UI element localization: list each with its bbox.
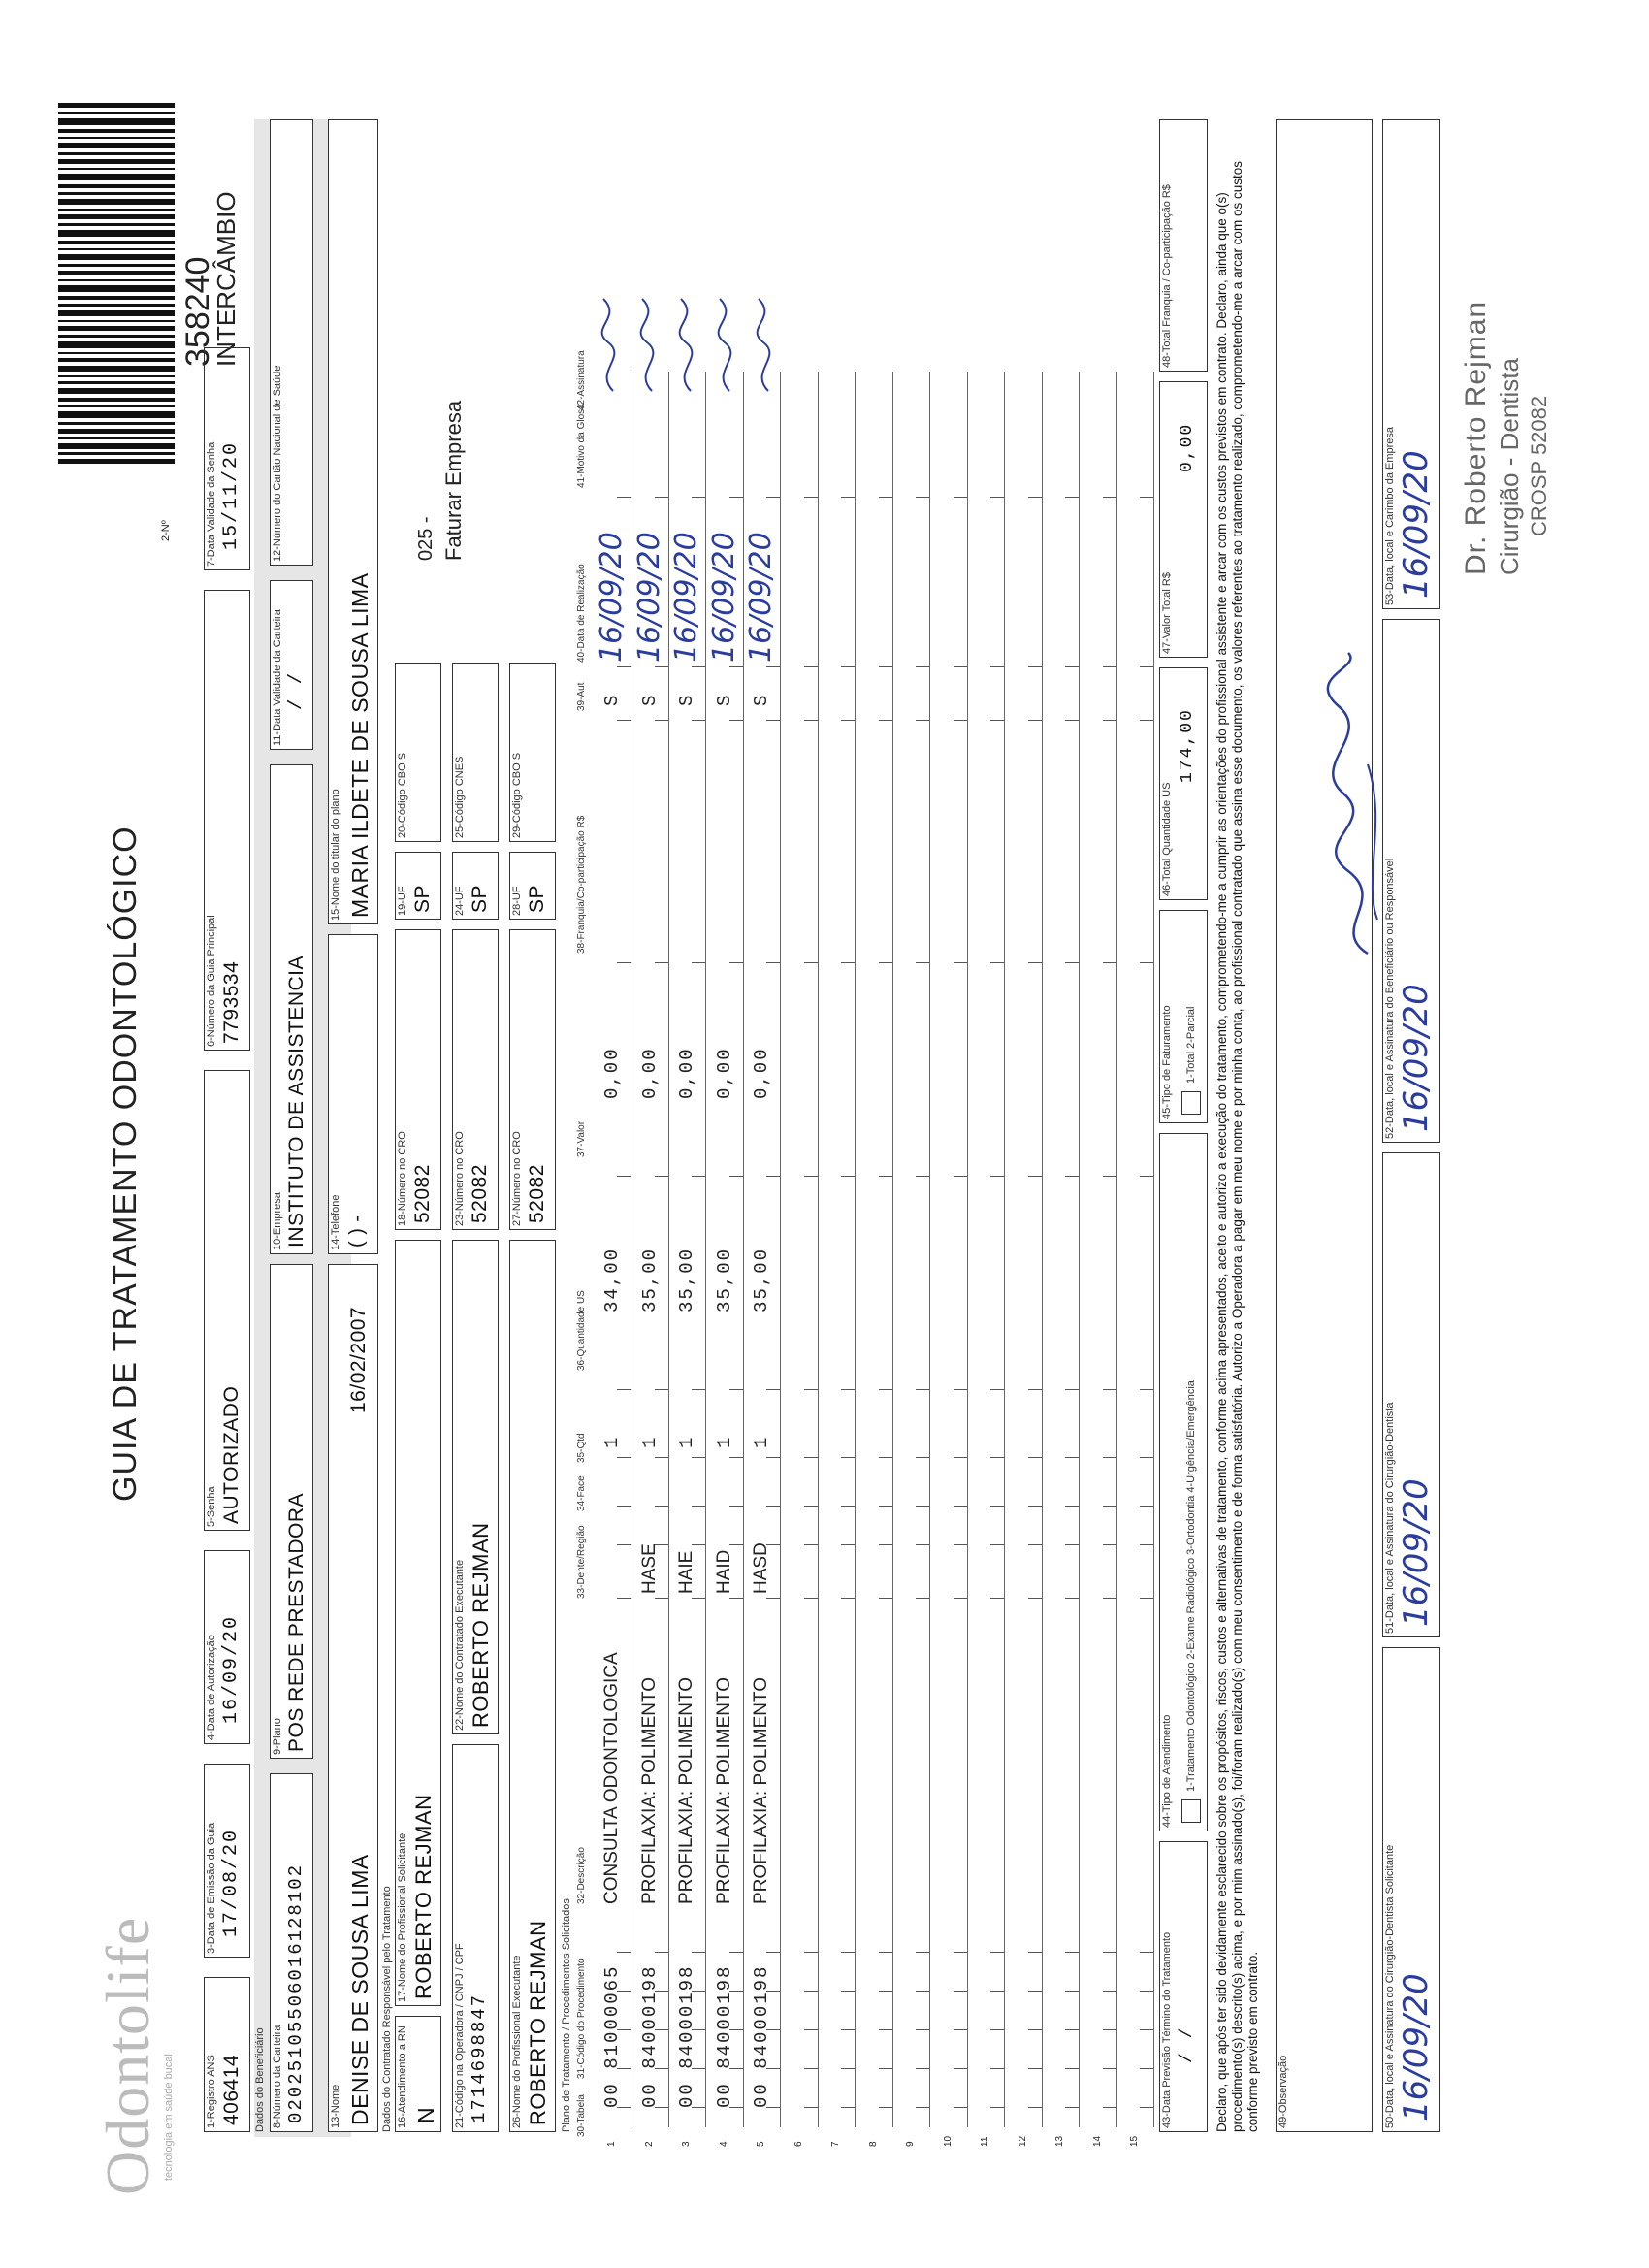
assin-beneficiario-box: 52-Data, local e Assinatura do Beneficiário ou Responsável 16/09/20: [1382, 619, 1440, 1143]
codigo-operadora-box: 21-Código na Operadora / CNPJ / CPF 1714698847: [452, 1744, 499, 2132]
quantity-us: 35,00: [676, 1247, 697, 1312]
guia-numero: 358240: [179, 256, 216, 367]
quantity: 1: [751, 1435, 772, 1448]
uf-executante-box: 24-UF SP: [452, 852, 499, 920]
procedure-code: 00 84000198: [638, 1964, 661, 2108]
beneficiario-signature-icon: [1319, 648, 1397, 958]
table-row: [930, 372, 968, 2147]
procedure-code: 00 81000065: [601, 1964, 623, 2108]
prof-solicitante-box: 17-Nome do Profissional Solicitante ROBERTO REJMAN: [395, 1240, 441, 2006]
page-title: GUIA DE TRATAMENTO ODONTOLÓGICO: [107, 826, 144, 1502]
row-number: 2: [643, 2141, 655, 2147]
prof-executante-box: 26-Nome do Profissional Executante ROBERTO REJMAN: [509, 1240, 556, 2132]
tooth-region: HASE: [638, 1543, 660, 1594]
logo: Odontolife: [93, 1916, 162, 2195]
total-franquia-box: 48-Total Franquia / Co-participação R$: [1159, 119, 1208, 372]
tooth-region: HAIE: [676, 1550, 696, 1594]
table-row: [892, 372, 930, 2147]
value: 0,00: [751, 1047, 772, 1099]
row-number: 6: [792, 2141, 804, 2147]
uf-prof-exec-box: 28-UF SP: [509, 852, 556, 920]
valor-total-box: 47-Valor Total R$ 0,00: [1159, 381, 1208, 658]
table-row: [781, 372, 819, 2147]
authorized: S: [676, 693, 697, 706]
validade-senha-box: 7-Data Validade da Senha 15/11/20: [204, 347, 250, 570]
cro-prof-exec-box: 27-Número no CRO 52082: [509, 929, 556, 1230]
tooth-region: HASD: [751, 1542, 771, 1594]
plano-tratamento-title: Plano de Tratamento / Procedimentos Solicitados: [561, 1898, 572, 2132]
contratado-executante-box: 22-Nome do Contratado Executante ROBERTO REJMAN: [452, 1240, 499, 1734]
table-row: [1042, 372, 1080, 2147]
atendimento-rn-box: 16-Atendimento a RN N: [395, 2016, 441, 2132]
row-number: 13: [1054, 2135, 1065, 2147]
row-number: 11: [980, 2136, 990, 2147]
authorized: S: [638, 693, 661, 706]
table-row: [1116, 372, 1154, 2147]
nome-box: 13-Nome DENISE DE SOUSA LIMA 16/02/2007: [328, 1264, 378, 2132]
realization-date: 16/09/20: [744, 532, 778, 663]
realization-date: 16/09/20: [595, 532, 629, 663]
validade-carteira-box: 11-Data Validade da Carteira / /: [270, 580, 313, 750]
tooth-region: HAID: [713, 1549, 734, 1594]
value: 0,00: [713, 1047, 735, 1099]
assin-dentista-box: 51-Data, local e Assinatura do Cirurgião-Dentista 16/09/20: [1382, 1152, 1440, 1637]
authorized: S: [713, 693, 735, 706]
cro-solicitante-box: 18-Número no CRO 52082: [395, 929, 441, 1230]
value: 0,00: [638, 1047, 661, 1099]
plano-box: 9-Plano POS REDE PRESTADORA: [270, 1264, 313, 1759]
table-row: [967, 372, 1005, 2147]
row-number: 14: [1091, 2135, 1103, 2147]
logo-tagline: tecnologia em saúde bucal: [163, 2054, 175, 2181]
table-row: [631, 372, 669, 2147]
numero-carteira-box: 8-Número da Carteira 02025105506016128102: [270, 1773, 313, 2132]
realization-date: 16/09/20: [706, 532, 741, 663]
barcode: [58, 95, 175, 464]
authorized: S: [601, 693, 623, 706]
data-nascimento: 16/02/2007: [347, 1306, 370, 1413]
cnes-box: 25-Código CNES: [452, 663, 499, 842]
value: 0,00: [601, 1047, 623, 1099]
dados-beneficiario-title: Dados do Beneficiário: [254, 2027, 266, 2132]
table-row: [818, 372, 856, 2147]
quantity-us: 34,00: [601, 1247, 623, 1312]
cartao-nacional-box: 12-Número do Cartão Nacional de Saúde: [270, 119, 313, 566]
cbo-exec-box: 29-Código CBO S: [509, 663, 556, 842]
table-row: [668, 372, 706, 2147]
previsao-termino-box: 43-Data Previsão Término do Tratamento / /: [1159, 1841, 1208, 2132]
row-number: 4: [718, 2141, 729, 2147]
intercambio: INTERCÂMBIO: [211, 191, 241, 367]
value: 0,00: [676, 1047, 697, 1099]
faturar-codigo: 025 -: [415, 516, 436, 561]
procedure-description: PROFILAXIA: POLIMENTO: [638, 1676, 660, 1904]
data-emissao-box: 3-Data de Emissão da Guia 17/08/20: [204, 1764, 250, 1958]
quantity: 1: [638, 1435, 661, 1448]
tipo-atendimento-box: 44-Tipo de Atendimento 1-Tratamento Odontológico 2-Exame Radiológico 3-Ortodontia 4-Urgência/Emergência: [1159, 1133, 1208, 1831]
procedure-code: 00 84000198: [713, 1964, 735, 2108]
quantity: 1: [676, 1435, 697, 1448]
cbo-solicitante-box: 20-Código CBO S: [395, 663, 441, 842]
authorized: S: [751, 693, 772, 706]
table-row: [1080, 372, 1117, 2147]
empresa-box: 10-Empresa INSTITUTO DE ASSISTENCIA: [270, 764, 313, 1254]
row-number: 8: [867, 2141, 879, 2147]
realization-date: 16/09/20: [631, 532, 666, 663]
table-row: [706, 372, 744, 2147]
assinatura-linhas-icon: [594, 289, 788, 396]
titular-box: 15-Nome do titular do plano MARIA ILDETE DE SOUSA LIMA: [328, 119, 378, 924]
procedure-description: PROFILAXIA: POLIMENTO: [713, 1676, 734, 1904]
tipo-faturamento-box: 45-Tipo de Faturamento 1-Total 2-Parcial: [1159, 910, 1208, 1123]
carimbo: Dr. Roberto Rejman Cirurgião - Dentista CROSP 52082: [1460, 300, 1551, 575]
row-number: 15: [1129, 2135, 1140, 2147]
data-autorizacao-box: 4-Data de Autorização 16/09/20: [204, 1550, 250, 1744]
senha-box: 5-Senha AUTORIZADO: [204, 1070, 250, 1531]
procedure-code: 00 84000198: [676, 1964, 697, 2108]
quantity-us: 35,00: [638, 1247, 661, 1312]
cro-executante-box: 23-Número no CRO 52082: [452, 929, 499, 1230]
registro-ans-box: 1-Registro ANS 406414: [204, 1977, 250, 2132]
uf-solicitante-box: 19-UF SP: [395, 852, 441, 920]
table-row: [743, 372, 781, 2147]
procedure-description: PROFILAXIA: POLIMENTO: [751, 1676, 771, 1904]
procedure-code: 00 84000198: [751, 1964, 772, 2108]
realization-date: 16/09/20: [669, 532, 703, 663]
table-row: [856, 372, 893, 2147]
row-number: 5: [756, 2141, 766, 2147]
observacao-box: 49-Observação: [1276, 119, 1373, 2132]
quantity-us: 35,00: [751, 1247, 772, 1312]
guia-principal-box: 6-Número da Guia Principal 7793534: [204, 590, 250, 1051]
row-number: 7: [830, 2141, 841, 2147]
quantity: 1: [713, 1435, 735, 1448]
total-quantidade-box: 46-Total Quantidade US 174,00: [1159, 667, 1208, 900]
faturar-texto: Faturar Empresa: [441, 400, 466, 561]
assin-empresa-box: 53-Data, local e Carimbo da Empresa 16/09/20: [1382, 119, 1440, 609]
procedure-description: CONSULTA ODONTOLOGICA: [601, 1652, 622, 1904]
table-row: [594, 372, 631, 2147]
row-number: 3: [681, 2141, 692, 2147]
quantity-us: 35,00: [713, 1247, 735, 1312]
numero-label: 2-Nº: [160, 520, 172, 541]
assin-solicitante-box: 50-Data, local e Assinatura do Cirurgião-Dentista Solicitante 16/09/20: [1382, 1647, 1440, 2132]
row-number: 9: [905, 2141, 916, 2147]
declaracao: Declaro, que após ter sido devidamente esclarecido sobre os propósitos, riscos, custos e alternativas de tratamento, conforme acima apresentados, aceito e autorizo a execução do tratamento, comprometendo-me a cumprir as orientações do profissional assistente e arcar com os custos previstos em contrato. Declaro, ainda que o(s) procedimento(s) descrito(s) acima, e por mim assinado(s), foi/foram realizado(s) com meu consentimento e de forma satisfatória. Autorizo a Operadora a pagar em meu nome e por minha conta, ao profissional contratado que assina esse documento, os valores referentes ao tratamento realizado, comprometendo-me a arcar com os custos conforme previsto em contrato.: [1214, 161, 1260, 2132]
table-row: [1005, 372, 1043, 2147]
quantity: 1: [601, 1435, 623, 1448]
procedure-description: PROFILAXIA: POLIMENTO: [676, 1676, 696, 1904]
row-number: 10: [942, 2135, 954, 2147]
plano-header: 30-Tabela 31-Código do Procedimento 32-Descrição 33-Dente/Região 34-Face 35-Qtd 36-Quantidade US 37-Valor 38-Franquia/Co-participação R$ 39-Aut 40-Data de Realização 41-Motivo da Glosa 42-Assinatura: [576, 350, 587, 2137]
dados-contratado-title: Dados do Contratado Responsável pelo Tratamento: [381, 1886, 393, 2132]
telefone-box: 14-Telefone ( ) -: [328, 934, 378, 1254]
row-number: 12: [1017, 2135, 1028, 2147]
row-number: 1: [606, 2141, 617, 2147]
